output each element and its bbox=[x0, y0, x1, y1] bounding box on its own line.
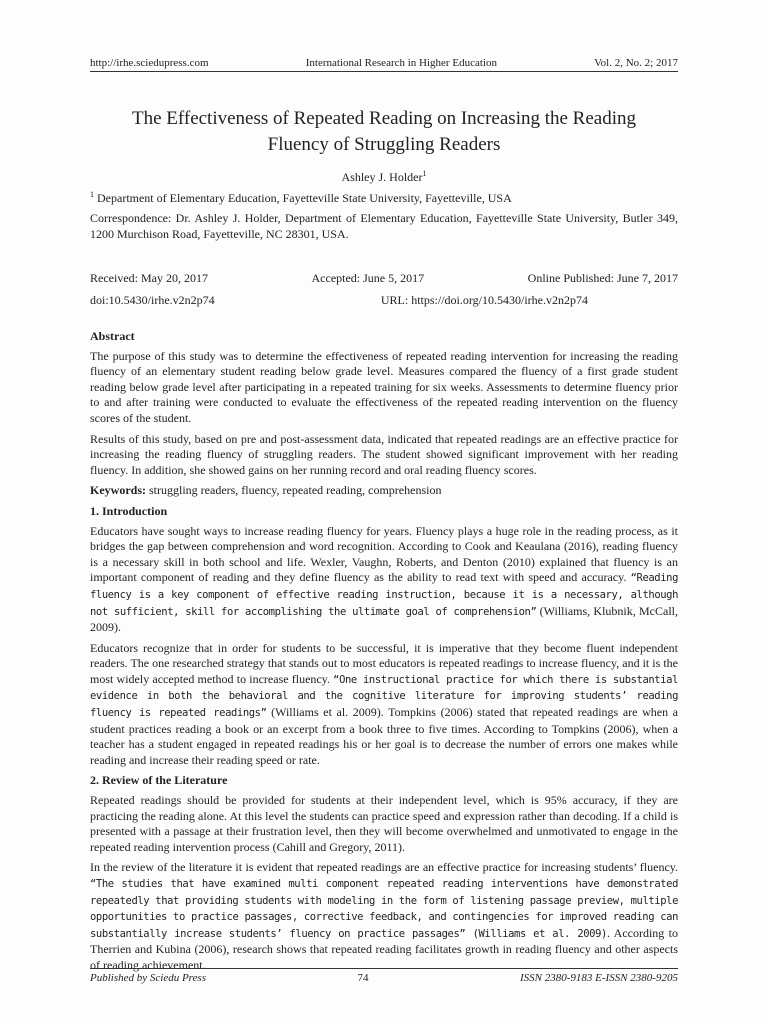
title-line-1: The Effectiveness of Repeated Reading on Increasing the Reading bbox=[131, 108, 637, 129]
introduction-heading: 1. Introduction bbox=[90, 503, 168, 518]
affiliation bbox=[90, 190, 678, 206]
issn: ISSN 2380-9183 E-ISSN 2380-9205 bbox=[520, 972, 678, 984]
journal-name: International Research in Higher Education bbox=[305, 57, 497, 69]
abstract-paragraph-2: Results of this study, based on pre and post-assessment data, indicated that repeated readings are an effective practice for increasing the reading fluency of struggling readers. The student showed significant improvement with her reading fluency. In addition, she showed gains on her running record and oral reading fluency scores. bbox=[90, 431, 678, 477]
intro-text-1b: (Williams, Klubnik, McCall, 2009). bbox=[90, 603, 678, 635]
title-line-2: Fluency of Struggling Readers bbox=[267, 134, 501, 155]
doi-url[interactable]: URL: https://doi.org/10.5430/irhe.v2n2p74 bbox=[380, 293, 588, 307]
affiliation-text: Department of Elementary Education, Fayetteville State University, Fayetteville, USA bbox=[94, 191, 512, 205]
author-affiliation-mark: 1 bbox=[422, 169, 427, 178]
publisher: Published by Sciedu Press bbox=[90, 972, 206, 984]
article-body bbox=[90, 329, 678, 979]
publication-dates bbox=[90, 267, 678, 311]
received-date: Received: May 20, 2017 bbox=[90, 271, 208, 285]
author-name: Ashley J. Holder bbox=[341, 170, 423, 184]
review-quote: “The studies that have examined multi component repeated reading interventions have demonstrated repeatedly that providing students with modeling in the form of listening passage preview, multiple opportunities to practice passages, corrective feedback, and contingencies for improved reading can substantially increase students’ fluency on practice passages” (Williams et al. 2009) bbox=[90, 878, 678, 940]
journal-url[interactable]: http://irhe.sciedupress.com bbox=[90, 57, 209, 69]
review-paragraph-1: Repeated readings should be provided for students at their independent level, which is 95% accuracy, if they are practicing the reading alone. At this level the students can practice speed and expression rather than decoding. If a child is presented with a passage at their frustration level, then they will become overwhelmed and unmotivated to engage in the repeated reading intervention process (Cahill and Gregory, 2011). bbox=[90, 793, 678, 854]
affiliation-mark: 1 bbox=[90, 190, 94, 199]
introduction-paragraph-1 bbox=[90, 524, 678, 636]
doi[interactable]: doi:10.5430/irhe.v2n2p74 bbox=[90, 293, 215, 307]
review-text-2b: . According to Therrien and Kubina (2006), research shows that repeated reading facilitates growth in reading fluency and other aspects of reading achievement. bbox=[90, 925, 678, 972]
volume-info: Vol. 2, No. 2; 2017 bbox=[594, 57, 678, 69]
review-paragraph-2 bbox=[90, 860, 678, 973]
keywords bbox=[90, 483, 678, 499]
author bbox=[0, 169, 768, 185]
page-number: 74 bbox=[357, 972, 369, 984]
intro-text-2b: (Williams et al. 2009). Tompkins (2006) stated that repeated readings are when a student practices reading a book or an excerpt from a book three to five times. According to Tompkins (2006), when a teacher has a student engaged in repeated readings his or her goal is to decrease the number of errors one makes while reading and increase their reading speed or rate. bbox=[90, 705, 678, 767]
abstract-heading: Abstract bbox=[90, 329, 135, 343]
published-date: Online Published: June 7, 2017 bbox=[527, 271, 678, 285]
review-heading: 2. Review of the Literature bbox=[90, 773, 228, 788]
introduction-paragraph-2 bbox=[90, 641, 678, 769]
running-header bbox=[90, 57, 678, 72]
intro-text-1a: Educators have sought ways to increase reading fluency for years. Fluency plays a huge role in the reading process, as it bridges the gap between comprehension and word recognition. According to Cook and Keaulana (2016), reading fluency is a necessary skill in both school and life. Wexler, Vaughn, Roberts, and Denton (2010) explained that fluency is an important component of reading and they define fluency as the ability to read text with speed and accuracy. bbox=[90, 523, 678, 585]
page-footer bbox=[90, 968, 678, 984]
correspondence: Correspondence: Dr. Ashley J. Holder, Department of Elementary Education, Fayetteville State University, Butler 349, 1200 Murchison Road, Fayetteville, NC 28301, USA. bbox=[90, 211, 678, 241]
intro-quote-2: “One instructional practice for which there is substantial evidence in both the behavioral and the cognitive literature for improving students’ reading fluency is repeated readings” bbox=[90, 673, 678, 720]
intro-text-2a: Educators recognize that in order for students to be successful, it is imperative that they become fluent independent readers. The one researched strategy that stands out to most educators is repeated readings to increase fluency, and it is the most widely accepted method to increase fluency. bbox=[90, 640, 678, 686]
article-title bbox=[90, 106, 678, 158]
abstract-paragraph-1: The purpose of this study was to determine the effectiveness of repeated reading intervention for increasing the reading fluency of an elementary student reading below grade level. Measures compared the fluency of a first grade student reading below grade level after participating in a repeated training for six weeks. Assessments to determine fluency prior to and after training were conducted to evaluate the effectiveness of the repeated reading intervention on the fluency scores of the student. bbox=[90, 348, 678, 425]
review-text-2a: In the review of the literature it is evident that repeated readings are an effective practice for increasing students’ fluency. bbox=[90, 860, 678, 875]
keywords-label: Keywords: bbox=[90, 483, 146, 498]
accepted-date: Accepted: June 5, 2017 bbox=[311, 271, 425, 285]
intro-quote-1: “Reading fluency is a key component of effective reading instruction, because it is a necessary, although not sufficient, skill for accomplishing the ultimate goal of comprehension” bbox=[90, 572, 678, 618]
keywords-text: struggling readers, fluency, repeated reading, comprehension bbox=[146, 483, 442, 498]
